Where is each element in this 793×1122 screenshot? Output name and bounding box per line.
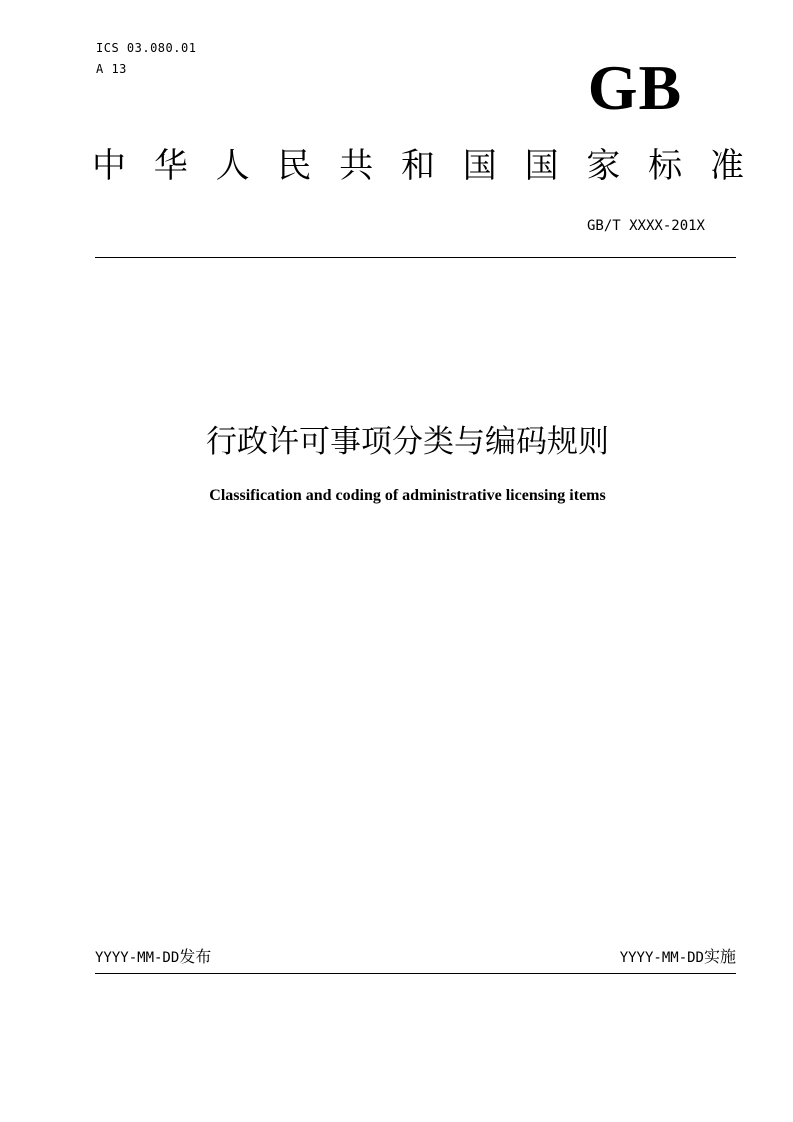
heading-char: 国 bbox=[462, 146, 497, 186]
ccs-code: A 13 bbox=[96, 62, 127, 76]
top-divider bbox=[95, 257, 736, 258]
heading-char: 家 bbox=[586, 146, 621, 186]
heading-char: 国 bbox=[524, 146, 559, 186]
ics-code: ICS 03.080.01 bbox=[96, 41, 197, 55]
heading-char: 民 bbox=[277, 146, 312, 186]
issue-label: 发布 bbox=[179, 947, 212, 966]
implementation-date: YYYY-MM-DD bbox=[619, 950, 704, 966]
heading-char: 中 bbox=[92, 146, 126, 186]
issue-date-line bbox=[95, 946, 211, 969]
heading-char: 准 bbox=[709, 146, 744, 186]
heading-char: 人 bbox=[215, 146, 250, 186]
issue-date: YYYY-MM-DD bbox=[95, 950, 180, 966]
heading-char: 标 bbox=[648, 146, 683, 186]
standard-number: GB/T XXXX-201X bbox=[586, 218, 705, 234]
national-standard-heading bbox=[92, 142, 744, 190]
heading-char: 共 bbox=[339, 146, 374, 186]
implementation-date-line bbox=[620, 946, 736, 969]
gb-logo: GB bbox=[587, 52, 683, 123]
heading-char: 和 bbox=[400, 146, 435, 186]
title-chinese: 行政许可事项分类与编码规则 bbox=[206, 424, 609, 460]
title-english: Classification and coding of administrative licensing items bbox=[209, 487, 606, 504]
heading-char: 华 bbox=[153, 146, 188, 186]
implementation-label: 实施 bbox=[703, 947, 736, 966]
bottom-divider bbox=[95, 973, 736, 974]
